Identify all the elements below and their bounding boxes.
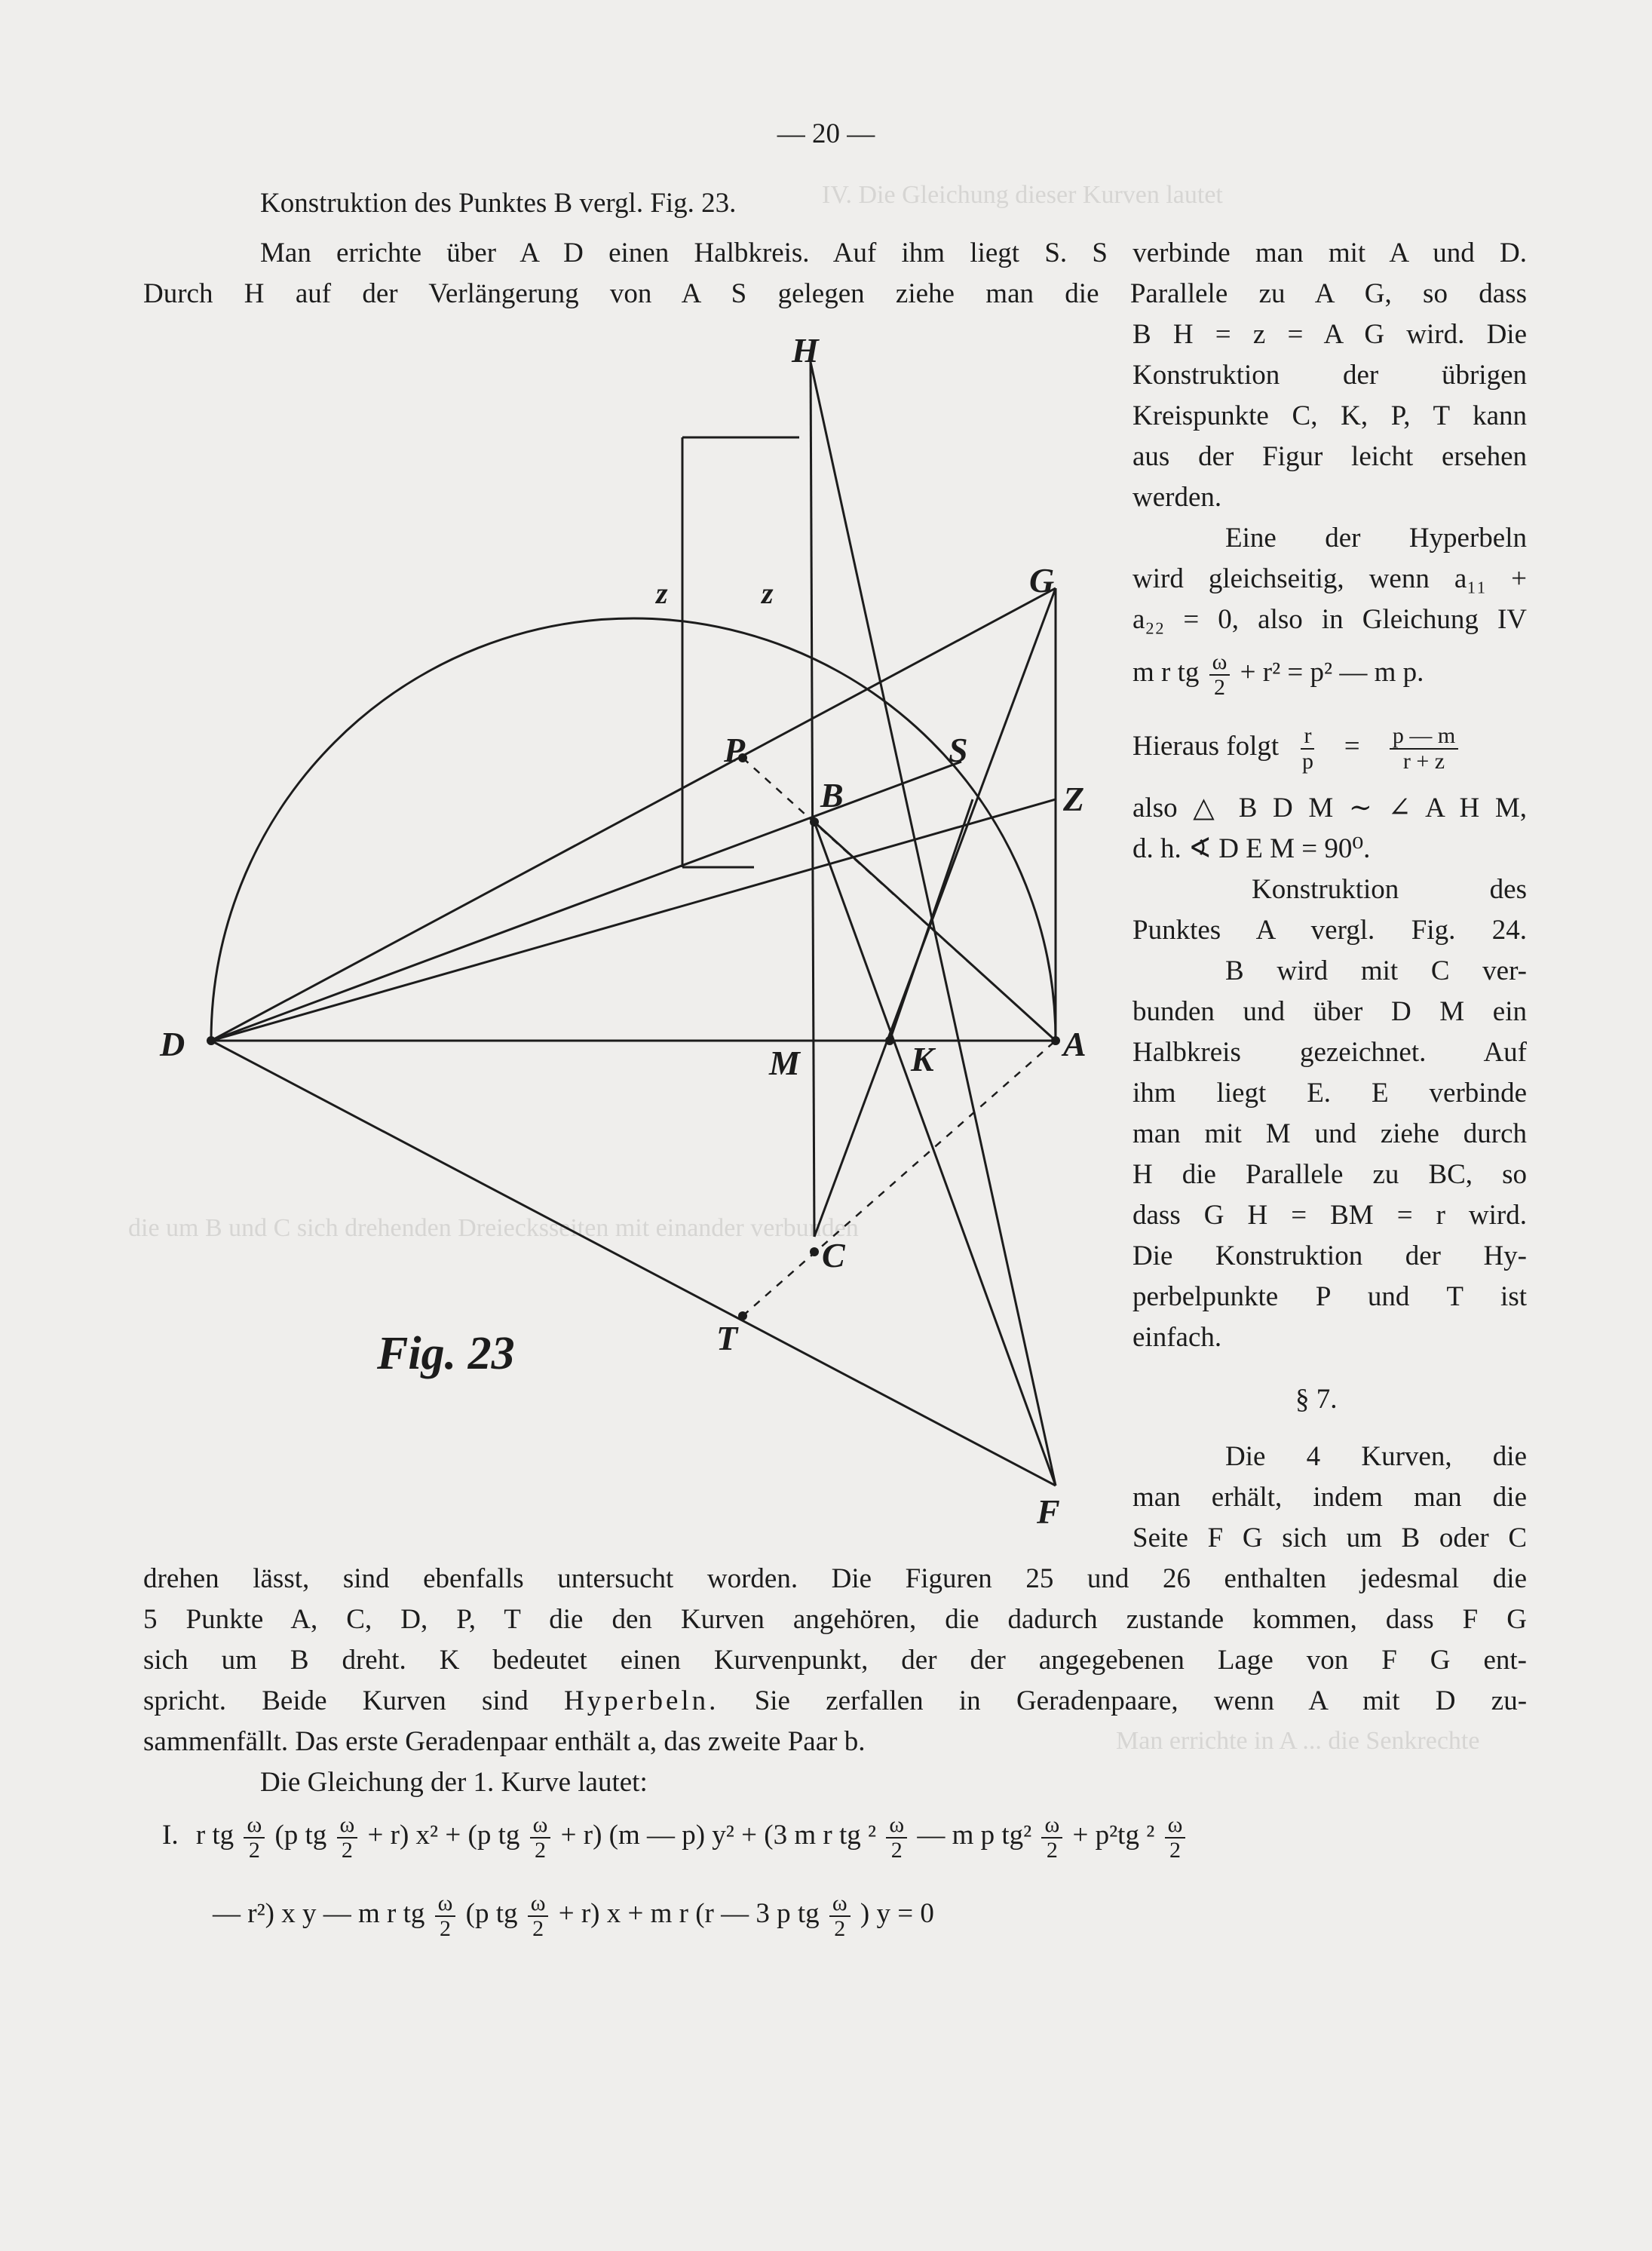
- eq1-fraction: $\frac{\omega}{2}$: [1209, 650, 1231, 699]
- right-line-21: perbelpunkte P und T ist: [1132, 1281, 1527, 1312]
- paragraph-1-line-1: Man errichte über A D einen Halbkreis. Auf ihm liegt S. S verbinde man mit A und D.: [260, 238, 1527, 268]
- eq-l1-p6: + p²tg ²: [1072, 1819, 1155, 1851]
- right-line-15: Halbkreis gezeichnet. Auf: [1132, 1037, 1527, 1068]
- eq-l2-p2: (p tg: [465, 1897, 518, 1929]
- point-t: [738, 1311, 747, 1320]
- line-d-g: [211, 588, 1056, 1041]
- right-line-25: Seite F G sich um B oder C: [1132, 1523, 1527, 1553]
- right-line-19: dass G H = BM = r wird.: [1132, 1200, 1527, 1231]
- hier-fraction-1: $\frac{r}{p}$: [1301, 723, 1313, 774]
- eq-frac-6: $\frac{\omega}{2}$: [1165, 1813, 1186, 1862]
- ghost-text-3: Man errichte in A ... die Senkrechte: [1116, 1727, 1480, 1755]
- right-line-18: H die Parallele zu BC, so: [1132, 1159, 1527, 1190]
- right-line-6: Eine der Hyperbeln: [1225, 523, 1527, 554]
- line-h-c: [811, 362, 814, 1237]
- label-s: S: [949, 731, 968, 769]
- bottom-line-6: Die Gleichung der 1. Kurve lautet:: [260, 1767, 648, 1798]
- right-line-14: bunden und über D M ein: [1132, 996, 1527, 1027]
- eq-l2-p1: — r²) x y — m r tg: [213, 1897, 425, 1929]
- right-line-10: d. h. ∢ D E M = 90⁰.: [1132, 833, 1371, 864]
- right-line-7: wird gleichseitig, wenn a₁₁ +: [1132, 563, 1527, 594]
- right-line-13: B wird mit C ver-: [1225, 955, 1527, 986]
- line-b-f: [814, 822, 1056, 1486]
- paragraph-1-line-2: Durch H auf der Verlängerung von A S gelegen ziehe man die Parallele zu A G, so dass: [143, 278, 1527, 309]
- eq-frac-8: $\frac{\omega}{2}$: [528, 1891, 549, 1940]
- eq-label: I.: [162, 1819, 179, 1851]
- line-d-b: [211, 799, 1056, 1041]
- point-a: [1051, 1036, 1060, 1045]
- eq-frac-5: $\frac{\omega}{2}$: [1041, 1813, 1062, 1862]
- semicircle: [211, 618, 1056, 1041]
- hier-equals: =: [1344, 730, 1360, 762]
- eq-l1-p1: r tg: [195, 1819, 234, 1851]
- right-line-8: a₂₂ = 0, also in Gleichung IV: [1132, 604, 1527, 635]
- right-line-22: einfach.: [1132, 1322, 1222, 1353]
- point-c: [810, 1247, 819, 1256]
- line-d-f: [211, 1041, 1056, 1486]
- point-k: [885, 1036, 894, 1045]
- bottom-line-4-hyperbeln: Hyperbeln.: [563, 1685, 719, 1716]
- bottom-line-4c: Sie zerfallen in Geradenpaare, wenn A mit D zu-: [754, 1685, 1528, 1716]
- bottom-line-2: 5 Punkte A, C, D, P, T die den Kurven angehören, die dadurch zustande kommen, dass F G: [143, 1604, 1527, 1635]
- right-line-9: also △ B D M ∼ ∠ A H M,: [1132, 793, 1527, 823]
- label-p: P: [724, 731, 746, 769]
- eq-frac-1: $\frac{\omega}{2}$: [244, 1813, 265, 1862]
- section-heading-b: Konstruktion des Punktes B vergl. Fig. 23.: [260, 188, 737, 219]
- eq-frac-7: $\frac{\omega}{2}$: [435, 1891, 456, 1940]
- label-c: C: [822, 1236, 845, 1274]
- label-g: G: [1029, 561, 1055, 600]
- bottom-line-5: sammenfällt. Das erste Geradenpaar enthält a, das zweite Paar b.: [143, 1726, 866, 1757]
- right-line-16: ihm liegt E. E verbinde: [1132, 1078, 1527, 1109]
- right-line-20: Die Konstruktion der Hy-: [1132, 1241, 1527, 1271]
- label-t: T: [716, 1319, 738, 1357]
- section-number: § 7.: [1295, 1384, 1338, 1415]
- right-line-1: B H = z = A G wird. Die: [1132, 319, 1527, 350]
- label-z-2: z: [762, 576, 774, 610]
- label-d: D: [160, 1025, 185, 1063]
- right-line-5: werden.: [1132, 482, 1222, 513]
- eq-l1-p5: — m p tg²: [917, 1819, 1032, 1851]
- label-h: H: [792, 331, 819, 370]
- right-line-12: Punktes A vergl. Fig. 24.: [1132, 915, 1527, 946]
- figure-caption: Fig. 23: [377, 1328, 515, 1379]
- right-line-11: Konstruktion des: [1252, 874, 1527, 905]
- hier-fraction-2: $\frac{p — m}{r + z}$: [1390, 724, 1458, 773]
- page-number: — 20 —: [777, 118, 875, 149]
- eq-frac-2: $\frac{\omega}{2}$: [337, 1813, 358, 1862]
- right-line-24: man erhält, indem man die: [1132, 1482, 1527, 1513]
- eq-frac-4: $\frac{\omega}{2}$: [886, 1813, 907, 1862]
- eq1-left: m r tg: [1132, 656, 1200, 688]
- label-z-1: z: [656, 576, 668, 610]
- label-m: M: [769, 1044, 800, 1082]
- point-b: [810, 817, 819, 826]
- line-d-s: [211, 762, 961, 1041]
- eq-frac-3: $\frac{\omega}{2}$: [530, 1813, 551, 1862]
- bottom-line-3: sich um B dreht. K bedeutet einen Kurvenpunkt, der der angegebenen Lage von F G ent-: [143, 1645, 1527, 1676]
- bottom-line-1: drehen lässt, sind ebenfalls untersucht worden. Die Figuren 25 und 26 enthalten jedesmal die: [143, 1563, 1527, 1594]
- eq-frac-9: $\frac{\omega}{2}$: [829, 1891, 851, 1940]
- bottom-line-4a: spricht. Beide Kurven sind: [143, 1685, 529, 1716]
- right-line-4: aus der Figur leicht ersehen: [1132, 441, 1527, 472]
- eq-l1-p3: + r) x² + (p tg: [367, 1819, 520, 1851]
- ghost-text-1: IV. Die Gleichung dieser Kurven lautet: [822, 181, 1223, 209]
- hier-label: Hieraus folgt: [1132, 730, 1280, 762]
- right-line-3: Kreispunkte C, K, P, T kann: [1132, 400, 1527, 431]
- eq-l1-p4: + r) (m — p) y² + (3 m r tg ²: [560, 1819, 877, 1851]
- eq-l2-p3: + r) x + m r (r — 3 p tg: [558, 1897, 820, 1929]
- ghost-text-2: die um B und C sich drehenden Dreiecksseiten mit einander verbunden: [128, 1214, 859, 1242]
- eq1-right: + r² = p² — m p.: [1240, 656, 1424, 688]
- eq-l2-p4: ) y = 0: [860, 1897, 934, 1929]
- label-a: A: [1063, 1025, 1087, 1063]
- label-f: F: [1037, 1492, 1060, 1531]
- point-d: [207, 1036, 216, 1045]
- right-line-23: Die 4 Kurven, die: [1225, 1441, 1527, 1472]
- right-line-2: Konstruktion der übrigen: [1132, 360, 1527, 391]
- label-k: K: [911, 1040, 934, 1078]
- label-z: Z: [1063, 780, 1085, 818]
- eq-l1-p2: (p tg: [274, 1819, 327, 1851]
- right-line-17: man mit M und ziehe durch: [1132, 1118, 1527, 1149]
- line-h-f: [811, 362, 1056, 1486]
- label-b: B: [820, 776, 844, 814]
